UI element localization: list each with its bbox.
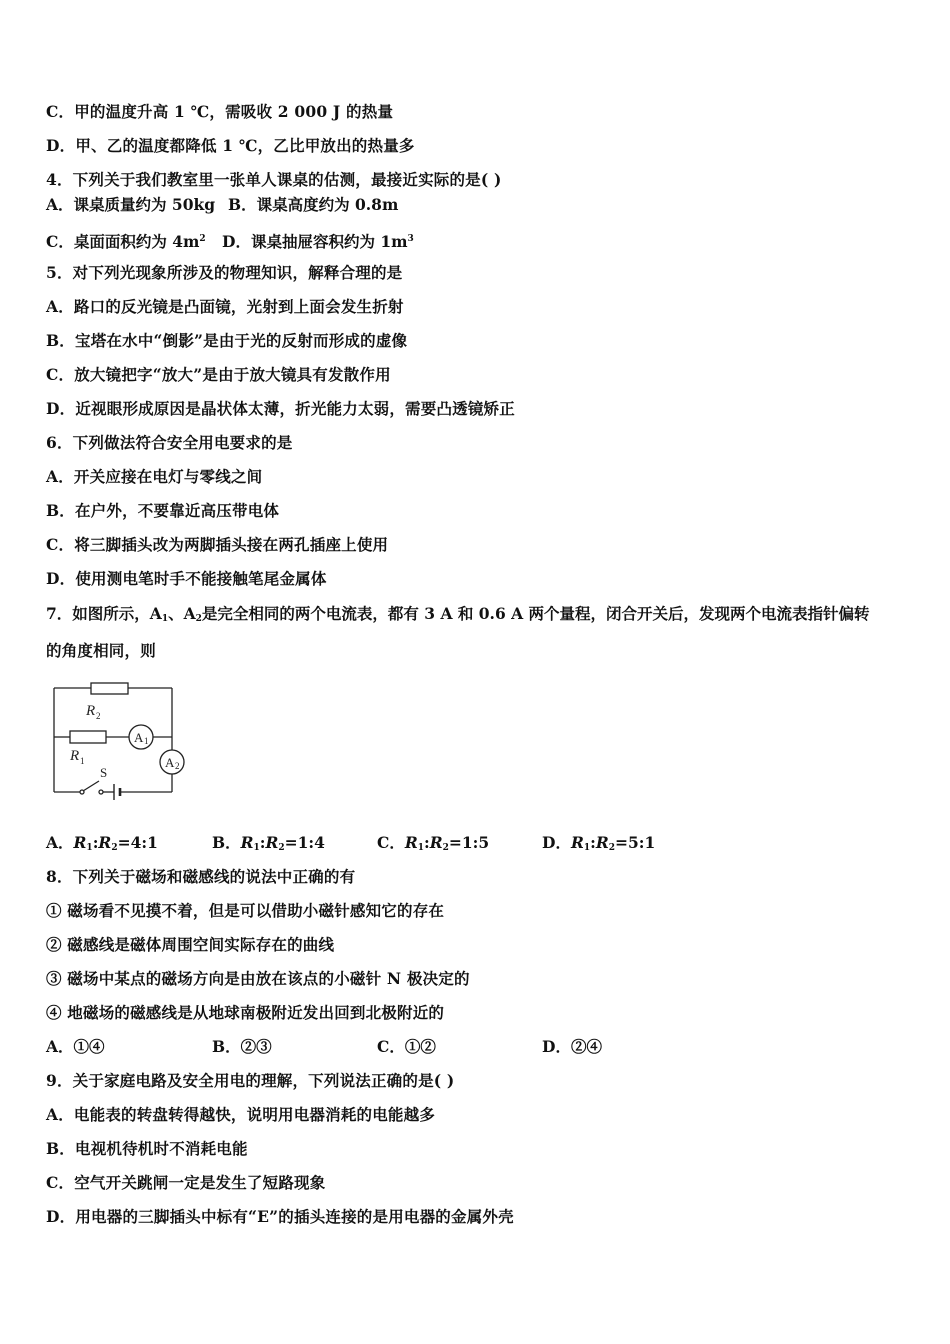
q7-option-r2: R xyxy=(595,833,609,852)
q7-option-r1-sub: 1 xyxy=(253,843,260,853)
q7-stem-sub2: 2 xyxy=(195,614,202,624)
q7-option-colon: : xyxy=(424,833,430,852)
q7-option-colon: : xyxy=(259,833,266,852)
q7-stem xyxy=(46,604,870,629)
q3-option-d: D．甲、乙的温度都降低 1 ℃，乙比甲放出的热量多 xyxy=(46,136,415,155)
q7-option-ratio: =1:4 xyxy=(284,833,325,852)
q7-option-ratio: =5:1 xyxy=(615,833,656,852)
q4-option-c-sup: 2 xyxy=(199,234,206,244)
q3-option-c: C．甲的温度升高 1 ℃，需吸收 2 000 J 的热量 xyxy=(46,102,394,121)
label-r1: R xyxy=(70,748,80,764)
q4-stem: 4．下列关于我们教室里一张单人课桌的估测，最接近实际的是( ) xyxy=(46,170,502,189)
q7-option-r2: R xyxy=(98,833,112,852)
q5-option-a: A．路口的反光镜是凸面镜，光射到上面会发生折射 xyxy=(46,297,404,316)
switch-lever xyxy=(83,781,99,791)
q4-option-c-text: C．桌面面积约为 4m xyxy=(46,232,200,251)
label-a1: A xyxy=(134,730,144,745)
q7-stem-part2: 、A xyxy=(168,604,196,623)
q5-option-c: C．放大镜把字“放大”是由于放大镜具有发散作用 xyxy=(46,365,391,384)
q9-stem: 9．关于家庭电路及安全用电的理解，下列说法正确的是( ) xyxy=(46,1071,455,1090)
q8-statement-1: ① 磁场看不见摸不着，但是可以借助小磁针感知它的存在 xyxy=(46,901,445,920)
label-switch: S xyxy=(100,765,108,780)
label-a2: A xyxy=(165,755,175,770)
q7-option-letter: A． xyxy=(46,833,74,852)
label-r2: R xyxy=(86,703,96,719)
q9-option-c: C．空气开关跳闸一定是发生了短路现象 xyxy=(46,1173,326,1192)
q8-stem: 8．下列关于磁场和磁感线的说法中正确的有 xyxy=(46,867,356,886)
q5-stem: 5．对下列光现象所涉及的物理知识，解释合理的是 xyxy=(46,263,403,282)
q7-stem-part1: 7．如图所示，A xyxy=(46,604,162,623)
q7-option-r1-sub: 1 xyxy=(417,843,424,853)
q7-option-r1: R xyxy=(404,833,418,852)
q7-option-r2-sub: 2 xyxy=(111,843,118,853)
q6-option-b: B．在户外，不要靠近高压带电体 xyxy=(46,501,280,520)
circuit-diagram xyxy=(46,678,191,803)
label-a1-sub: 1 xyxy=(144,736,149,746)
q7-option-r1: R xyxy=(570,833,584,852)
resistor-r1 xyxy=(70,731,106,743)
q5-option-d: D．近视眼形成原因是晶状体太薄，折光能力太弱，需要凸透镜矫正 xyxy=(46,399,515,418)
q8-statement-2: ② 磁感线是磁体周围空间实际存在的曲线 xyxy=(46,935,335,954)
q4-option-d xyxy=(222,229,414,252)
label-a2-sub: 2 xyxy=(175,761,180,771)
q6-stem: 6．下列做法符合安全用电要求的是 xyxy=(46,433,293,452)
q7-option-r2-sub: 2 xyxy=(278,843,285,853)
q7-option-colon: : xyxy=(92,833,99,852)
q7-option-a xyxy=(46,833,158,858)
q7-stem-sub1: 1 xyxy=(161,614,169,624)
q7-stem-line2: 的角度相同，则 xyxy=(46,641,156,660)
q8-option-d: D．②④ xyxy=(542,1037,602,1056)
q7-option-r1-sub: 1 xyxy=(86,843,93,853)
q9-option-b: B．电视机待机时不消耗电能 xyxy=(46,1139,248,1158)
q6-option-d: D．使用测电笔时手不能接触笔尾金属体 xyxy=(46,569,327,588)
q9-option-a: A．电能表的转盘转得越快，说明用电器消耗的电能越多 xyxy=(46,1105,436,1124)
q7-option-r2-sub: 2 xyxy=(442,843,449,853)
q8-statement-4: ④ 地磁场的磁感线是从地球南极附近发出回到北极附近的 xyxy=(46,1003,445,1022)
q8-option-c: C．①② xyxy=(377,1037,436,1056)
q7-option-letter: B． xyxy=(212,833,241,852)
q4-option-a: A．课桌质量约为 50kg xyxy=(46,195,216,214)
q4-option-b: B．课桌高度约为 0.8m xyxy=(228,195,399,214)
q6-option-a: A．开关应接在电灯与零线之间 xyxy=(46,467,263,486)
q7-option-colon: : xyxy=(590,833,596,852)
resistor-r2 xyxy=(91,683,128,694)
switch-contact-right xyxy=(99,790,103,794)
q7-option-ratio: =4:1 xyxy=(117,833,158,852)
q7-option-r2: R xyxy=(265,833,279,852)
q7-option-b xyxy=(212,833,325,858)
q7-option-d xyxy=(542,833,655,858)
q7-option-letter: D． xyxy=(542,833,571,852)
q7-option-r1-sub: 1 xyxy=(583,843,591,853)
q9-option-d: D．用电器的三脚插头中标有“E”的插头连接的是用电器的金属外壳 xyxy=(46,1207,514,1226)
q7-option-ratio: =1:5 xyxy=(448,833,490,852)
q8-option-b: B．②③ xyxy=(212,1037,272,1056)
q4-option-c xyxy=(46,229,206,252)
q7-option-letter: C． xyxy=(377,833,405,852)
q4-option-d-sup: 3 xyxy=(407,234,414,244)
label-r1-sub: 1 xyxy=(80,756,85,766)
q8-option-a: A．①④ xyxy=(46,1037,105,1056)
label-r2-sub: 2 xyxy=(96,711,101,721)
q7-option-r1: R xyxy=(240,833,254,852)
q8-statement-3: ③ 磁场中某点的磁场方向是由放在该点的小磁针 N 极决定的 xyxy=(46,969,470,988)
q7-stem-part3: 是完全相同的两个电流表，都有 3 A 和 0.6 A 两个量程，闭合开关后，发现两个电流表指针偏转 xyxy=(201,604,870,623)
q7-option-r2-sub: 2 xyxy=(608,843,615,853)
q5-option-b: B．宝塔在水中“倒影”是由于光的反射而形成的虚像 xyxy=(46,331,408,350)
q6-option-c: C．将三脚插头改为两脚插头接在两孔插座上使用 xyxy=(46,535,389,554)
q4-option-d-text: D．课桌抽屉容积约为 1m xyxy=(222,232,408,251)
q7-option-r2: R xyxy=(429,833,443,852)
q7-option-r1: R xyxy=(73,833,87,852)
q7-option-c xyxy=(377,833,489,858)
